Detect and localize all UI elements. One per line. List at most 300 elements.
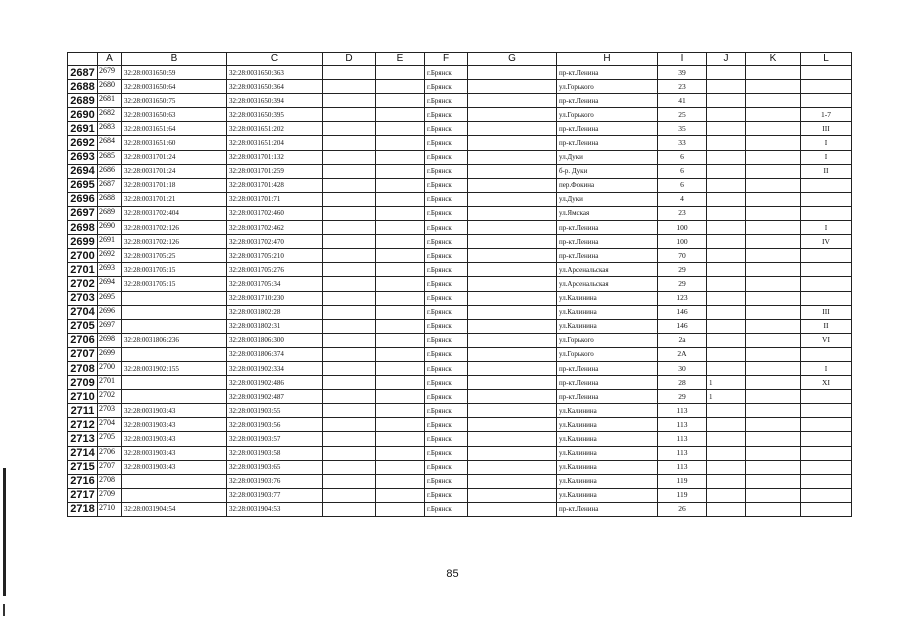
cell-f[interactable]: г.Брянск <box>425 235 468 249</box>
cell-b[interactable]: 32:28:0031705:15 <box>122 277 227 291</box>
column-header[interactable]: I <box>658 53 707 66</box>
cell-rn[interactable]: 2716 <box>68 474 98 488</box>
cell-f[interactable]: г.Брянск <box>425 376 468 390</box>
cell-d[interactable] <box>323 432 376 446</box>
cell-h[interactable]: ул.Калинина <box>557 432 658 446</box>
cell-f[interactable]: г.Брянск <box>425 404 468 418</box>
cell-i[interactable]: 29 <box>658 277 707 291</box>
cell-a[interactable]: 2684 <box>98 136 122 150</box>
cell-rn[interactable]: 2708 <box>68 361 98 375</box>
cell-g[interactable] <box>468 333 557 347</box>
cell-g[interactable] <box>468 502 557 516</box>
cell-i[interactable]: 146 <box>658 305 707 319</box>
cell-d[interactable] <box>323 277 376 291</box>
cell-h[interactable]: ул.Арсенальская <box>557 277 658 291</box>
cell-f[interactable]: г.Брянск <box>425 178 468 192</box>
cell-i[interactable]: 29 <box>658 390 707 404</box>
cell-rn[interactable]: 2691 <box>68 122 98 136</box>
cell-b[interactable] <box>122 347 227 361</box>
cell-b[interactable]: 32:28:0031650:64 <box>122 80 227 94</box>
cell-j[interactable]: 1 <box>707 390 746 404</box>
cell-e[interactable] <box>376 277 425 291</box>
cell-g[interactable] <box>468 305 557 319</box>
cell-j[interactable] <box>707 164 746 178</box>
cell-k[interactable] <box>746 446 801 460</box>
cell-b[interactable] <box>122 319 227 333</box>
cell-j[interactable] <box>707 432 746 446</box>
cell-g[interactable] <box>468 66 557 80</box>
cell-b[interactable]: 32:28:0031903:43 <box>122 418 227 432</box>
cell-i[interactable]: 113 <box>658 460 707 474</box>
cell-d[interactable] <box>323 192 376 206</box>
cell-k[interactable] <box>746 361 801 375</box>
cell-e[interactable] <box>376 66 425 80</box>
cell-f[interactable]: г.Брянск <box>425 418 468 432</box>
cell-rn[interactable]: 2693 <box>68 150 98 164</box>
cell-d[interactable] <box>323 333 376 347</box>
cell-g[interactable] <box>468 404 557 418</box>
cell-rn[interactable]: 2697 <box>68 206 98 220</box>
cell-e[interactable] <box>376 390 425 404</box>
cell-c[interactable]: 32:28:0031903:57 <box>227 432 323 446</box>
cell-j[interactable] <box>707 94 746 108</box>
cell-e[interactable] <box>376 305 425 319</box>
cell-i[interactable]: 6 <box>658 178 707 192</box>
cell-e[interactable] <box>376 206 425 220</box>
cell-j[interactable] <box>707 122 746 136</box>
column-header[interactable]: E <box>376 53 425 66</box>
cell-i[interactable]: 100 <box>658 235 707 249</box>
cell-k[interactable] <box>746 66 801 80</box>
cell-d[interactable] <box>323 418 376 432</box>
cell-b[interactable]: 32:28:0031902:155 <box>122 361 227 375</box>
cell-rn[interactable]: 2690 <box>68 108 98 122</box>
cell-k[interactable] <box>746 136 801 150</box>
cell-i[interactable]: 123 <box>658 291 707 305</box>
cell-h[interactable]: ул.Ямская <box>557 206 658 220</box>
cell-e[interactable] <box>376 108 425 122</box>
cell-d[interactable] <box>323 502 376 516</box>
cell-a[interactable]: 2681 <box>98 94 122 108</box>
cell-f[interactable]: г.Брянск <box>425 390 468 404</box>
column-header[interactable]: G <box>468 53 557 66</box>
cell-f[interactable]: г.Брянск <box>425 488 468 502</box>
cell-rn[interactable]: 2699 <box>68 235 98 249</box>
cell-b[interactable]: 32:28:0031702:404 <box>122 206 227 220</box>
cell-f[interactable]: г.Брянск <box>425 474 468 488</box>
cell-b[interactable]: 32:28:0031650:59 <box>122 66 227 80</box>
cell-j[interactable] <box>707 66 746 80</box>
cell-h[interactable]: ул.Калинина <box>557 474 658 488</box>
cell-h[interactable]: ул.Горького <box>557 347 658 361</box>
cell-j[interactable] <box>707 150 746 164</box>
cell-f[interactable]: г.Брянск <box>425 192 468 206</box>
cell-b[interactable]: 32:28:0031650:63 <box>122 108 227 122</box>
cell-f[interactable]: г.Брянск <box>425 305 468 319</box>
cell-g[interactable] <box>468 361 557 375</box>
cell-e[interactable] <box>376 432 425 446</box>
cell-j[interactable] <box>707 249 746 263</box>
cell-g[interactable] <box>468 277 557 291</box>
cell-g[interactable] <box>468 206 557 220</box>
cell-j[interactable] <box>707 418 746 432</box>
cell-e[interactable] <box>376 263 425 277</box>
cell-c[interactable]: 32:28:0031705:276 <box>227 263 323 277</box>
cell-a[interactable]: 2706 <box>98 446 122 460</box>
cell-j[interactable] <box>707 80 746 94</box>
cell-c[interactable]: 32:28:0031903:77 <box>227 488 323 502</box>
cell-rn[interactable]: 2705 <box>68 319 98 333</box>
cell-b[interactable] <box>122 291 227 305</box>
cell-l[interactable] <box>801 263 852 277</box>
cell-f[interactable]: г.Брянск <box>425 108 468 122</box>
cell-c[interactable]: 32:28:0031705:210 <box>227 249 323 263</box>
cell-k[interactable] <box>746 221 801 235</box>
cell-l[interactable]: IV <box>801 235 852 249</box>
cell-e[interactable] <box>376 136 425 150</box>
cell-f[interactable]: г.Брянск <box>425 291 468 305</box>
cell-e[interactable] <box>376 460 425 474</box>
cell-j[interactable] <box>707 192 746 206</box>
cell-a[interactable]: 2687 <box>98 178 122 192</box>
cell-g[interactable] <box>468 446 557 460</box>
cell-i[interactable]: 39 <box>658 66 707 80</box>
cell-g[interactable] <box>468 178 557 192</box>
cell-a[interactable]: 2700 <box>98 361 122 375</box>
cell-c[interactable]: 32:28:0031702:462 <box>227 221 323 235</box>
cell-h[interactable]: б-р. Дуки <box>557 164 658 178</box>
cell-k[interactable] <box>746 418 801 432</box>
cell-g[interactable] <box>468 249 557 263</box>
cell-k[interactable] <box>746 235 801 249</box>
cell-h[interactable]: пр-кт.Ленина <box>557 221 658 235</box>
cell-b[interactable] <box>122 305 227 319</box>
cell-k[interactable] <box>746 502 801 516</box>
cell-c[interactable]: 32:28:0031902:487 <box>227 390 323 404</box>
cell-h[interactable]: ул.Калинина <box>557 418 658 432</box>
cell-k[interactable] <box>746 178 801 192</box>
cell-a[interactable]: 2697 <box>98 319 122 333</box>
cell-k[interactable] <box>746 277 801 291</box>
cell-g[interactable] <box>468 474 557 488</box>
cell-e[interactable] <box>376 235 425 249</box>
cell-c[interactable]: 32:28:0031650:394 <box>227 94 323 108</box>
cell-k[interactable] <box>746 291 801 305</box>
cell-rn[interactable]: 2688 <box>68 80 98 94</box>
cell-a[interactable]: 2685 <box>98 150 122 164</box>
cell-k[interactable] <box>746 206 801 220</box>
cell-l[interactable] <box>801 474 852 488</box>
cell-e[interactable] <box>376 418 425 432</box>
cell-f[interactable]: г.Брянск <box>425 319 468 333</box>
cell-h[interactable]: ул.Калинина <box>557 488 658 502</box>
cell-d[interactable] <box>323 361 376 375</box>
cell-i[interactable]: 23 <box>658 80 707 94</box>
cell-a[interactable]: 2680 <box>98 80 122 94</box>
cell-rn[interactable]: 2715 <box>68 460 98 474</box>
cell-j[interactable] <box>707 178 746 192</box>
cell-i[interactable]: 113 <box>658 446 707 460</box>
cell-e[interactable] <box>376 319 425 333</box>
cell-c[interactable]: 32:28:0031650:395 <box>227 108 323 122</box>
cell-i[interactable]: 25 <box>658 108 707 122</box>
cell-rn[interactable]: 2713 <box>68 432 98 446</box>
cell-a[interactable]: 2692 <box>98 249 122 263</box>
cell-c[interactable]: 32:28:0031802:28 <box>227 305 323 319</box>
cell-rn[interactable]: 2689 <box>68 94 98 108</box>
cell-e[interactable] <box>376 404 425 418</box>
cell-g[interactable] <box>468 235 557 249</box>
cell-i[interactable]: 113 <box>658 432 707 446</box>
cell-a[interactable]: 2686 <box>98 164 122 178</box>
cell-a[interactable]: 2702 <box>98 390 122 404</box>
cell-b[interactable]: 32:28:0031701:24 <box>122 150 227 164</box>
cell-l[interactable] <box>801 460 852 474</box>
cell-h[interactable]: ул.Калинина <box>557 404 658 418</box>
cell-h[interactable]: ул.Калинина <box>557 460 658 474</box>
cell-g[interactable] <box>468 319 557 333</box>
column-header[interactable]: K <box>746 53 801 66</box>
cell-h[interactable]: ул.Калинина <box>557 446 658 460</box>
cell-c[interactable]: 32:28:0031650:363 <box>227 66 323 80</box>
cell-l[interactable] <box>801 432 852 446</box>
cell-i[interactable]: 28 <box>658 376 707 390</box>
cell-i[interactable]: 119 <box>658 488 707 502</box>
cell-l[interactable] <box>801 80 852 94</box>
column-header[interactable]: C <box>227 53 323 66</box>
cell-k[interactable] <box>746 488 801 502</box>
cell-rn[interactable]: 2711 <box>68 404 98 418</box>
cell-c[interactable]: 32:28:0031651:202 <box>227 122 323 136</box>
cell-k[interactable] <box>746 333 801 347</box>
cell-j[interactable] <box>707 319 746 333</box>
cell-e[interactable] <box>376 80 425 94</box>
cell-l[interactable] <box>801 390 852 404</box>
cell-e[interactable] <box>376 249 425 263</box>
cell-e[interactable] <box>376 291 425 305</box>
cell-i[interactable]: 41 <box>658 94 707 108</box>
cell-l[interactable]: 1-7 <box>801 108 852 122</box>
cell-g[interactable] <box>468 108 557 122</box>
cell-b[interactable]: 32:28:0031806:236 <box>122 333 227 347</box>
cell-a[interactable]: 2689 <box>98 206 122 220</box>
cell-a[interactable]: 2707 <box>98 460 122 474</box>
cell-e[interactable] <box>376 347 425 361</box>
cell-d[interactable] <box>323 390 376 404</box>
cell-e[interactable] <box>376 361 425 375</box>
cell-rn[interactable]: 2692 <box>68 136 98 150</box>
cell-j[interactable] <box>707 460 746 474</box>
cell-i[interactable]: 100 <box>658 221 707 235</box>
cell-k[interactable] <box>746 150 801 164</box>
cell-l[interactable]: VI <box>801 333 852 347</box>
cell-b[interactable]: 32:28:0031705:15 <box>122 263 227 277</box>
cell-c[interactable]: 32:28:0031701:259 <box>227 164 323 178</box>
cell-h[interactable]: ул.Дуки <box>557 192 658 206</box>
cell-g[interactable] <box>468 347 557 361</box>
cell-k[interactable] <box>746 474 801 488</box>
cell-rn[interactable]: 2704 <box>68 305 98 319</box>
cell-l[interactable] <box>801 277 852 291</box>
cell-d[interactable] <box>323 460 376 474</box>
cell-e[interactable] <box>376 164 425 178</box>
cell-rn[interactable]: 2701 <box>68 263 98 277</box>
cell-i[interactable]: 113 <box>658 404 707 418</box>
cell-i[interactable]: 26 <box>658 502 707 516</box>
cell-a[interactable]: 2693 <box>98 263 122 277</box>
cell-e[interactable] <box>376 178 425 192</box>
cell-d[interactable] <box>323 136 376 150</box>
cell-c[interactable]: 32:28:0031651:204 <box>227 136 323 150</box>
cell-d[interactable] <box>323 488 376 502</box>
column-header[interactable]: J <box>707 53 746 66</box>
cell-i[interactable]: 35 <box>658 122 707 136</box>
cell-l[interactable]: I <box>801 361 852 375</box>
cell-e[interactable] <box>376 502 425 516</box>
cell-b[interactable]: 32:28:0031903:43 <box>122 460 227 474</box>
cell-f[interactable]: г.Брянск <box>425 136 468 150</box>
cell-j[interactable] <box>707 263 746 277</box>
cell-c[interactable]: 32:28:0031802:31 <box>227 319 323 333</box>
cell-b[interactable]: 32:28:0031650:75 <box>122 94 227 108</box>
cell-b[interactable]: 32:28:0031903:43 <box>122 446 227 460</box>
cell-a[interactable]: 2695 <box>98 291 122 305</box>
cell-rn[interactable]: 2717 <box>68 488 98 502</box>
cell-rn[interactable]: 2714 <box>68 446 98 460</box>
cell-j[interactable] <box>707 206 746 220</box>
cell-a[interactable]: 2682 <box>98 108 122 122</box>
cell-h[interactable]: пр-кт.Ленина <box>557 249 658 263</box>
cell-h[interactable]: пр-кт.Ленина <box>557 136 658 150</box>
cell-f[interactable]: г.Брянск <box>425 249 468 263</box>
cell-j[interactable] <box>707 446 746 460</box>
cell-j[interactable]: 1 <box>707 376 746 390</box>
cell-e[interactable] <box>376 446 425 460</box>
cell-c[interactable]: 32:28:0031701:428 <box>227 178 323 192</box>
cell-a[interactable]: 2690 <box>98 221 122 235</box>
cell-e[interactable] <box>376 376 425 390</box>
cell-h[interactable]: ул.Арсенальская <box>557 263 658 277</box>
cell-d[interactable] <box>323 376 376 390</box>
cell-g[interactable] <box>468 122 557 136</box>
cell-i[interactable]: 23 <box>658 206 707 220</box>
cell-d[interactable] <box>323 108 376 122</box>
cell-rn[interactable]: 2706 <box>68 333 98 347</box>
cell-rn[interactable]: 2700 <box>68 249 98 263</box>
cell-b[interactable]: 32:28:0031651:64 <box>122 122 227 136</box>
cell-f[interactable]: г.Брянск <box>425 277 468 291</box>
cell-j[interactable] <box>707 136 746 150</box>
cell-d[interactable] <box>323 305 376 319</box>
cell-a[interactable]: 2694 <box>98 277 122 291</box>
cell-g[interactable] <box>468 432 557 446</box>
cell-f[interactable]: г.Брянск <box>425 221 468 235</box>
cell-rn[interactable]: 2712 <box>68 418 98 432</box>
cell-f[interactable]: г.Брянск <box>425 432 468 446</box>
column-header[interactable]: D <box>323 53 376 66</box>
cell-l[interactable]: I <box>801 221 852 235</box>
cell-g[interactable] <box>468 376 557 390</box>
column-header[interactable]: A <box>98 53 122 66</box>
cell-f[interactable]: г.Брянск <box>425 347 468 361</box>
cell-a[interactable]: 2699 <box>98 347 122 361</box>
cell-a[interactable]: 2683 <box>98 122 122 136</box>
cell-g[interactable] <box>468 136 557 150</box>
cell-l[interactable] <box>801 94 852 108</box>
cell-rn[interactable]: 2694 <box>68 164 98 178</box>
cell-g[interactable] <box>468 221 557 235</box>
cell-a[interactable]: 2709 <box>98 488 122 502</box>
cell-j[interactable] <box>707 333 746 347</box>
cell-c[interactable]: 32:28:0031710:230 <box>227 291 323 305</box>
cell-c[interactable]: 32:28:0031903:55 <box>227 404 323 418</box>
cell-c[interactable]: 32:28:0031806:300 <box>227 333 323 347</box>
cell-j[interactable] <box>707 502 746 516</box>
cell-l[interactable]: III <box>801 122 852 136</box>
cell-rn[interactable]: 2695 <box>68 178 98 192</box>
cell-g[interactable] <box>468 80 557 94</box>
cell-f[interactable]: г.Брянск <box>425 94 468 108</box>
cell-a[interactable]: 2710 <box>98 502 122 516</box>
cell-c[interactable]: 32:28:0031903:65 <box>227 460 323 474</box>
cell-f[interactable]: г.Брянск <box>425 66 468 80</box>
cell-j[interactable] <box>707 277 746 291</box>
cell-h[interactable]: ул.Горького <box>557 80 658 94</box>
cell-k[interactable] <box>746 108 801 122</box>
cell-e[interactable] <box>376 150 425 164</box>
cell-i[interactable]: 119 <box>658 474 707 488</box>
cell-rn[interactable]: 2696 <box>68 192 98 206</box>
cell-k[interactable] <box>746 460 801 474</box>
cell-c[interactable]: 32:28:0031903:56 <box>227 418 323 432</box>
cell-b[interactable] <box>122 488 227 502</box>
cell-j[interactable] <box>707 347 746 361</box>
cell-h[interactable]: пр-кт.Ленина <box>557 66 658 80</box>
cell-rn[interactable]: 2709 <box>68 376 98 390</box>
cell-i[interactable]: 6 <box>658 150 707 164</box>
cell-k[interactable] <box>746 249 801 263</box>
cell-f[interactable]: г.Брянск <box>425 263 468 277</box>
cell-c[interactable]: 32:28:0031902:486 <box>227 376 323 390</box>
cell-l[interactable] <box>801 502 852 516</box>
column-header[interactable]: L <box>801 53 852 66</box>
cell-i[interactable]: 113 <box>658 418 707 432</box>
cell-d[interactable] <box>323 474 376 488</box>
cell-b[interactable]: 32:28:0031705:25 <box>122 249 227 263</box>
cell-j[interactable] <box>707 221 746 235</box>
cell-l[interactable]: II <box>801 164 852 178</box>
cell-j[interactable] <box>707 404 746 418</box>
cell-k[interactable] <box>746 94 801 108</box>
cell-f[interactable]: г.Брянск <box>425 361 468 375</box>
cell-f[interactable]: г.Брянск <box>425 460 468 474</box>
cell-j[interactable] <box>707 361 746 375</box>
cell-g[interactable] <box>468 460 557 474</box>
cell-h[interactable]: пер.Фокина <box>557 178 658 192</box>
cell-h[interactable]: ул.Горького <box>557 108 658 122</box>
cell-c[interactable]: 32:28:0031701:132 <box>227 150 323 164</box>
cell-k[interactable] <box>746 192 801 206</box>
cell-d[interactable] <box>323 122 376 136</box>
cell-rn[interactable]: 2718 <box>68 502 98 516</box>
cell-c[interactable]: 32:28:0031702:470 <box>227 235 323 249</box>
cell-l[interactable]: I <box>801 150 852 164</box>
cell-c[interactable]: 32:28:0031806:374 <box>227 347 323 361</box>
cell-h[interactable]: ул.Калинина <box>557 291 658 305</box>
cell-d[interactable] <box>323 446 376 460</box>
cell-rn[interactable]: 2702 <box>68 277 98 291</box>
cell-a[interactable]: 2698 <box>98 333 122 347</box>
